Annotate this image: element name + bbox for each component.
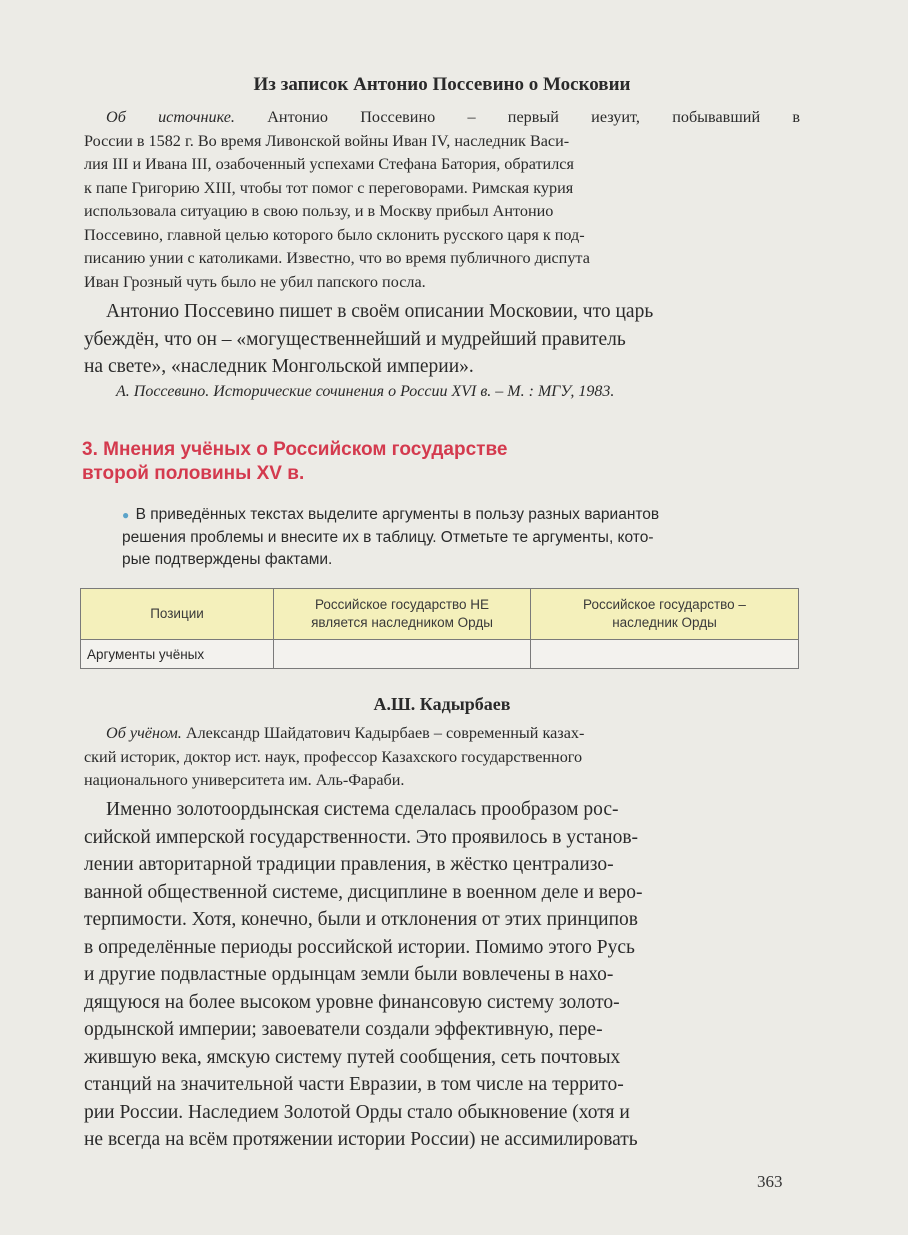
header-heir-line: Российское государство – [583, 597, 746, 612]
header-heir-line: наследник Орды [612, 615, 717, 630]
scholar-text-line: ванной общественной системе, дисциплине в военном деле и веро- [84, 881, 643, 903]
source-about-line: использовала ситуацию в свою пользу, и в Москву прибыл Антонио [84, 202, 554, 220]
row-cell-heir [531, 640, 799, 669]
row-cell-not-heir [274, 640, 531, 669]
source-about-line-1 [84, 106, 800, 130]
source-about-text: Антонио Поссевино – первый иезуит, побывавший в [267, 108, 800, 126]
scholar-about-line-1 [84, 722, 800, 746]
source-about-line: Иван Грозный чуть было не убил папского посла. [84, 272, 426, 291]
row-label: Аргументы учёных [81, 640, 274, 669]
table-header-row [81, 589, 799, 640]
source-about-line: лия III и Ивана III, озабоченный успехами Стефана Батория, обратился [84, 155, 574, 173]
source-about-label: Об источнике. [106, 108, 235, 126]
source-about-line: Поссевино, главной целью которого было склонить русского царя к под- [84, 225, 585, 244]
scholar-text-line: в определённые периоды российской истории. Помимо этого Русь [84, 936, 635, 958]
quote-line: Антонио Поссевино пишет в своём описании Московии, что царь [106, 301, 654, 322]
scholar-text-line: терпимости. Хотя, конечно, были и отклонения от этих принципов [84, 909, 638, 930]
scholar-about-text: Александр Шайдатович Кадырбаев – современный казах- [185, 724, 585, 742]
task-instruction [122, 504, 812, 572]
table-row [81, 640, 799, 669]
header-not-heir-line: Российское государство НЕ [314, 597, 490, 612]
source-about [84, 106, 800, 294]
scholar-text-line: станций на значительной части Евразии, в том числе на террито- [84, 1074, 624, 1095]
task-line: решения проблемы и внесите их в таблицу. Отметьте те аргументы, кото- [122, 528, 654, 546]
section-title [82, 438, 798, 486]
quote-line: на свете», «наследник Монгольской империи». [84, 356, 474, 377]
header-not-heir-line: является наследником Орды [311, 615, 493, 630]
source-citation: А. Поссевино. Исторические сочинения о России XVI в. – М. : МГУ, 1983. [116, 383, 615, 400]
header-not-heir [274, 589, 531, 640]
source-about-line: России в 1582 г. Во время Ливонской войны Иван IV, наследник Васи- [84, 131, 570, 150]
header-positions: Позиции [81, 589, 274, 640]
task-line [122, 504, 812, 527]
section-title-line: второй половины XV в. [82, 463, 305, 484]
scholar-about-line: национального университета им. Аль-Фараби. [84, 771, 405, 789]
source-quote [84, 298, 800, 381]
task-text: В приведённых текстах выделите аргументы в пользу разных вариантов [135, 506, 660, 523]
scholar-text-line: лении авторитарной традиции правления, в жёстко централизо- [84, 854, 614, 875]
source-about-line: к папе Григорию XIII, чтобы тот помог с переговорами. Римская курия [84, 178, 574, 197]
arguments-table [80, 588, 799, 669]
scholar-about-label: Об учёном. [106, 724, 182, 742]
page-number: 363 [757, 1172, 783, 1191]
scholar-text-line: жившую века, ямскую систему путей сообщения, сеть почтовых [84, 1046, 621, 1068]
scholar-text-line: не всегда на всём протяжении истории России) не ассимилировать [84, 1129, 638, 1150]
scholar-text-line: сийской имперской государственности. Это проявилось в установ- [84, 826, 639, 848]
quote-line: убеждён, что он – «могущественнейший и мудрейший правитель [84, 328, 626, 350]
scholar-text-line: ордынской империи; завоеватели создали эффективную, пере- [84, 1019, 603, 1040]
task-line: рые подтверждены фактами. [122, 551, 333, 568]
source-title: Из записок Антонио Поссевино о Московии [253, 74, 631, 95]
header-heir [531, 589, 799, 640]
bullet-dot-icon: ● [122, 508, 130, 522]
scholar-title: А.Ш. Кадырбаев [373, 694, 511, 714]
scholar-text-line: Именно золотоордынская система сделалась прообразом рос- [106, 799, 619, 820]
scholar-text-line: и другие подвластные ордынцам земли были вовлечены в нахо- [84, 964, 614, 985]
scholar-about-line: ский историк, доктор ист. наук, профессор Казахского государственного [84, 747, 583, 766]
scholar-about [84, 722, 800, 793]
source-about-line: писанию унии с католиками. Известно, что во время публичного диспута [84, 249, 590, 267]
section-title-line: 3. Мнения учёных о Российском государстве [82, 439, 508, 460]
scholar-text-line: дящуюся на более высоком уровне финансовую систему золото- [84, 991, 620, 1013]
scholar-text-line: рии России. Наследием Золотой Орды стало обыкновение (хотя и [84, 1101, 630, 1123]
scholar-text [84, 796, 800, 1154]
